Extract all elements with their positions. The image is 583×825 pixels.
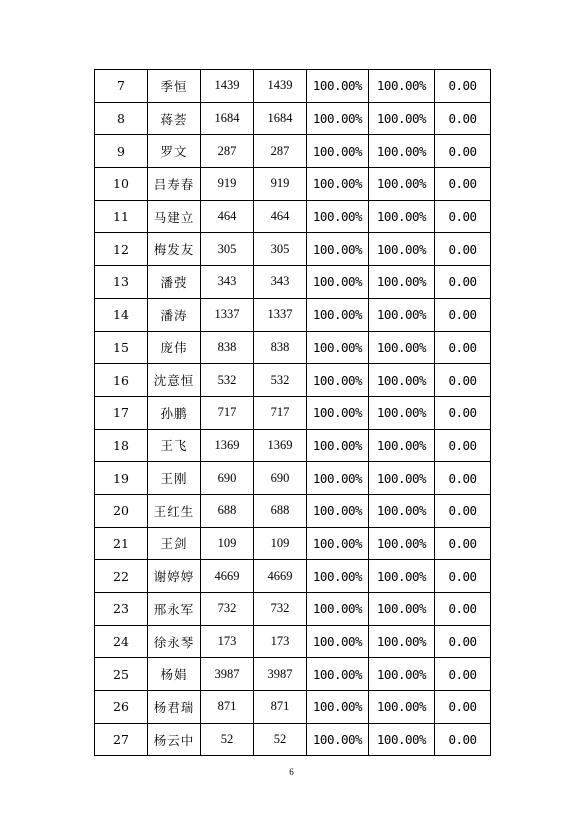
cell-value-a: 3987 xyxy=(201,658,254,691)
cell-seq-no: 27 xyxy=(95,723,148,756)
cell-rate-a: 100.00% xyxy=(307,723,369,756)
page-number: 6 xyxy=(289,767,294,777)
table-row xyxy=(95,593,491,626)
cell-value-b: 871 xyxy=(254,691,307,724)
cell-difference: 0.00 xyxy=(435,527,491,560)
cell-value-b: 173 xyxy=(254,625,307,658)
cell-difference: 0.00 xyxy=(435,462,491,495)
table-row xyxy=(95,560,491,593)
cell-name: 谢婷婷 xyxy=(148,560,201,593)
cell-value-b: 1369 xyxy=(254,429,307,462)
cell-rate-a: 100.00% xyxy=(307,396,369,429)
cell-seq-no: 19 xyxy=(95,462,148,495)
table-row xyxy=(95,625,491,658)
cell-difference: 0.00 xyxy=(435,266,491,299)
cell-difference: 0.00 xyxy=(435,70,491,103)
cell-rate-a: 100.00% xyxy=(307,527,369,560)
cell-value-a: 305 xyxy=(201,233,254,266)
table-row xyxy=(95,266,491,299)
cell-name: 王剑 xyxy=(148,527,201,560)
cell-rate-b: 100.00% xyxy=(369,233,435,266)
cell-rate-b: 100.00% xyxy=(369,691,435,724)
cell-value-b: 690 xyxy=(254,462,307,495)
cell-rate-a: 100.00% xyxy=(307,233,369,266)
table-row xyxy=(95,429,491,462)
cell-difference: 0.00 xyxy=(435,396,491,429)
cell-rate-a: 100.00% xyxy=(307,70,369,103)
cell-value-a: 717 xyxy=(201,396,254,429)
cell-rate-b: 100.00% xyxy=(369,200,435,233)
cell-rate-a: 100.00% xyxy=(307,658,369,691)
cell-name: 杨君瑞 xyxy=(148,691,201,724)
table-row xyxy=(95,723,491,756)
cell-seq-no: 20 xyxy=(95,494,148,527)
cell-seq-no: 13 xyxy=(95,266,148,299)
cell-name: 罗文 xyxy=(148,135,201,168)
table-row xyxy=(95,494,491,527)
table-row xyxy=(95,135,491,168)
cell-name: 蒋荟 xyxy=(148,102,201,135)
cell-value-a: 919 xyxy=(201,168,254,201)
cell-value-a: 732 xyxy=(201,593,254,626)
cell-rate-b: 100.00% xyxy=(369,396,435,429)
cell-seq-no: 24 xyxy=(95,625,148,658)
table-row xyxy=(95,233,491,266)
cell-name: 庞伟 xyxy=(148,331,201,364)
cell-seq-no: 26 xyxy=(95,691,148,724)
cell-rate-a: 100.00% xyxy=(307,560,369,593)
cell-rate-a: 100.00% xyxy=(307,168,369,201)
table-row xyxy=(95,70,491,103)
cell-name: 徐永琴 xyxy=(148,625,201,658)
cell-name: 王红生 xyxy=(148,494,201,527)
cell-seq-no: 12 xyxy=(95,233,148,266)
table-body xyxy=(95,70,491,756)
cell-rate-a: 100.00% xyxy=(307,331,369,364)
table-row xyxy=(95,527,491,560)
cell-value-a: 287 xyxy=(201,135,254,168)
cell-difference: 0.00 xyxy=(435,200,491,233)
cell-seq-no: 7 xyxy=(95,70,148,103)
cell-rate-b: 100.00% xyxy=(369,593,435,626)
cell-name: 王刚 xyxy=(148,462,201,495)
cell-rate-a: 100.00% xyxy=(307,135,369,168)
cell-name: 季恒 xyxy=(148,70,201,103)
cell-difference: 0.00 xyxy=(435,168,491,201)
cell-seq-no: 15 xyxy=(95,331,148,364)
cell-difference: 0.00 xyxy=(435,298,491,331)
cell-rate-a: 100.00% xyxy=(307,266,369,299)
cell-rate-b: 100.00% xyxy=(369,102,435,135)
cell-value-b: 343 xyxy=(254,266,307,299)
cell-value-b: 287 xyxy=(254,135,307,168)
cell-value-b: 919 xyxy=(254,168,307,201)
cell-value-b: 532 xyxy=(254,364,307,397)
cell-rate-a: 100.00% xyxy=(307,691,369,724)
cell-value-b: 464 xyxy=(254,200,307,233)
table-row xyxy=(95,364,491,397)
cell-seq-no: 8 xyxy=(95,102,148,135)
table-row xyxy=(95,200,491,233)
cell-name: 孙鹏 xyxy=(148,396,201,429)
cell-name: 马建立 xyxy=(148,200,201,233)
cell-value-b: 688 xyxy=(254,494,307,527)
cell-value-b: 4669 xyxy=(254,560,307,593)
cell-name: 王飞 xyxy=(148,429,201,462)
cell-seq-no: 21 xyxy=(95,527,148,560)
cell-difference: 0.00 xyxy=(435,658,491,691)
cell-seq-no: 18 xyxy=(95,429,148,462)
cell-name: 邢永军 xyxy=(148,593,201,626)
table-row xyxy=(95,691,491,724)
cell-name: 杨娟 xyxy=(148,658,201,691)
cell-value-a: 688 xyxy=(201,494,254,527)
cell-seq-no: 25 xyxy=(95,658,148,691)
cell-rate-a: 100.00% xyxy=(307,625,369,658)
cell-difference: 0.00 xyxy=(435,364,491,397)
cell-name: 沈意恒 xyxy=(148,364,201,397)
cell-seq-no: 23 xyxy=(95,593,148,626)
cell-seq-no: 9 xyxy=(95,135,148,168)
cell-value-a: 690 xyxy=(201,462,254,495)
cell-value-a: 52 xyxy=(201,723,254,756)
table-row xyxy=(95,168,491,201)
cell-seq-no: 11 xyxy=(95,200,148,233)
cell-difference: 0.00 xyxy=(435,691,491,724)
cell-value-b: 305 xyxy=(254,233,307,266)
table-row xyxy=(95,658,491,691)
cell-rate-a: 100.00% xyxy=(307,494,369,527)
cell-name: 潘涛 xyxy=(148,298,201,331)
cell-name: 吕寿春 xyxy=(148,168,201,201)
cell-value-a: 173 xyxy=(201,625,254,658)
table-row xyxy=(95,462,491,495)
cell-difference: 0.00 xyxy=(435,625,491,658)
cell-value-b: 1684 xyxy=(254,102,307,135)
cell-seq-no: 10 xyxy=(95,168,148,201)
cell-difference: 0.00 xyxy=(435,593,491,626)
cell-value-a: 109 xyxy=(201,527,254,560)
cell-value-b: 717 xyxy=(254,396,307,429)
cell-rate-b: 100.00% xyxy=(369,298,435,331)
table-row xyxy=(95,102,491,135)
cell-rate-a: 100.00% xyxy=(307,429,369,462)
cell-rate-a: 100.00% xyxy=(307,200,369,233)
cell-value-b: 1439 xyxy=(254,70,307,103)
cell-rate-b: 100.00% xyxy=(369,429,435,462)
cell-rate-b: 100.00% xyxy=(369,625,435,658)
table-row xyxy=(95,298,491,331)
cell-rate-b: 100.00% xyxy=(369,462,435,495)
table-row xyxy=(95,331,491,364)
cell-difference: 0.00 xyxy=(435,723,491,756)
cell-seq-no: 14 xyxy=(95,298,148,331)
cell-value-a: 343 xyxy=(201,266,254,299)
cell-value-b: 1337 xyxy=(254,298,307,331)
cell-difference: 0.00 xyxy=(435,429,491,462)
cell-rate-a: 100.00% xyxy=(307,298,369,331)
cell-difference: 0.00 xyxy=(435,560,491,593)
cell-name: 潘弢 xyxy=(148,266,201,299)
cell-difference: 0.00 xyxy=(435,331,491,364)
cell-value-b: 3987 xyxy=(254,658,307,691)
cell-value-b: 838 xyxy=(254,331,307,364)
cell-rate-b: 100.00% xyxy=(369,494,435,527)
cell-seq-no: 17 xyxy=(95,396,148,429)
cell-value-a: 1684 xyxy=(201,102,254,135)
cell-difference: 0.00 xyxy=(435,233,491,266)
cell-rate-a: 100.00% xyxy=(307,593,369,626)
cell-difference: 0.00 xyxy=(435,102,491,135)
cell-difference: 0.00 xyxy=(435,135,491,168)
cell-rate-b: 100.00% xyxy=(369,560,435,593)
cell-rate-b: 100.00% xyxy=(369,331,435,364)
cell-rate-b: 100.00% xyxy=(369,70,435,103)
cell-rate-b: 100.00% xyxy=(369,527,435,560)
cell-rate-b: 100.00% xyxy=(369,658,435,691)
cell-value-a: 4669 xyxy=(201,560,254,593)
cell-value-a: 464 xyxy=(201,200,254,233)
cell-value-a: 532 xyxy=(201,364,254,397)
cell-value-a: 838 xyxy=(201,331,254,364)
data-table xyxy=(94,69,491,756)
cell-value-a: 1337 xyxy=(201,298,254,331)
cell-name: 梅发友 xyxy=(148,233,201,266)
cell-value-b: 732 xyxy=(254,593,307,626)
cell-value-b: 52 xyxy=(254,723,307,756)
cell-rate-a: 100.00% xyxy=(307,462,369,495)
table-row xyxy=(95,396,491,429)
cell-rate-b: 100.00% xyxy=(369,266,435,299)
cell-rate-a: 100.00% xyxy=(307,102,369,135)
cell-rate-b: 100.00% xyxy=(369,135,435,168)
cell-rate-b: 100.00% xyxy=(369,168,435,201)
cell-value-b: 109 xyxy=(254,527,307,560)
cell-seq-no: 16 xyxy=(95,364,148,397)
cell-difference: 0.00 xyxy=(435,494,491,527)
cell-rate-b: 100.00% xyxy=(369,723,435,756)
cell-rate-b: 100.00% xyxy=(369,364,435,397)
cell-name: 杨云中 xyxy=(148,723,201,756)
cell-seq-no: 22 xyxy=(95,560,148,593)
cell-value-a: 871 xyxy=(201,691,254,724)
cell-value-a: 1369 xyxy=(201,429,254,462)
cell-rate-a: 100.00% xyxy=(307,364,369,397)
cell-value-a: 1439 xyxy=(201,70,254,103)
